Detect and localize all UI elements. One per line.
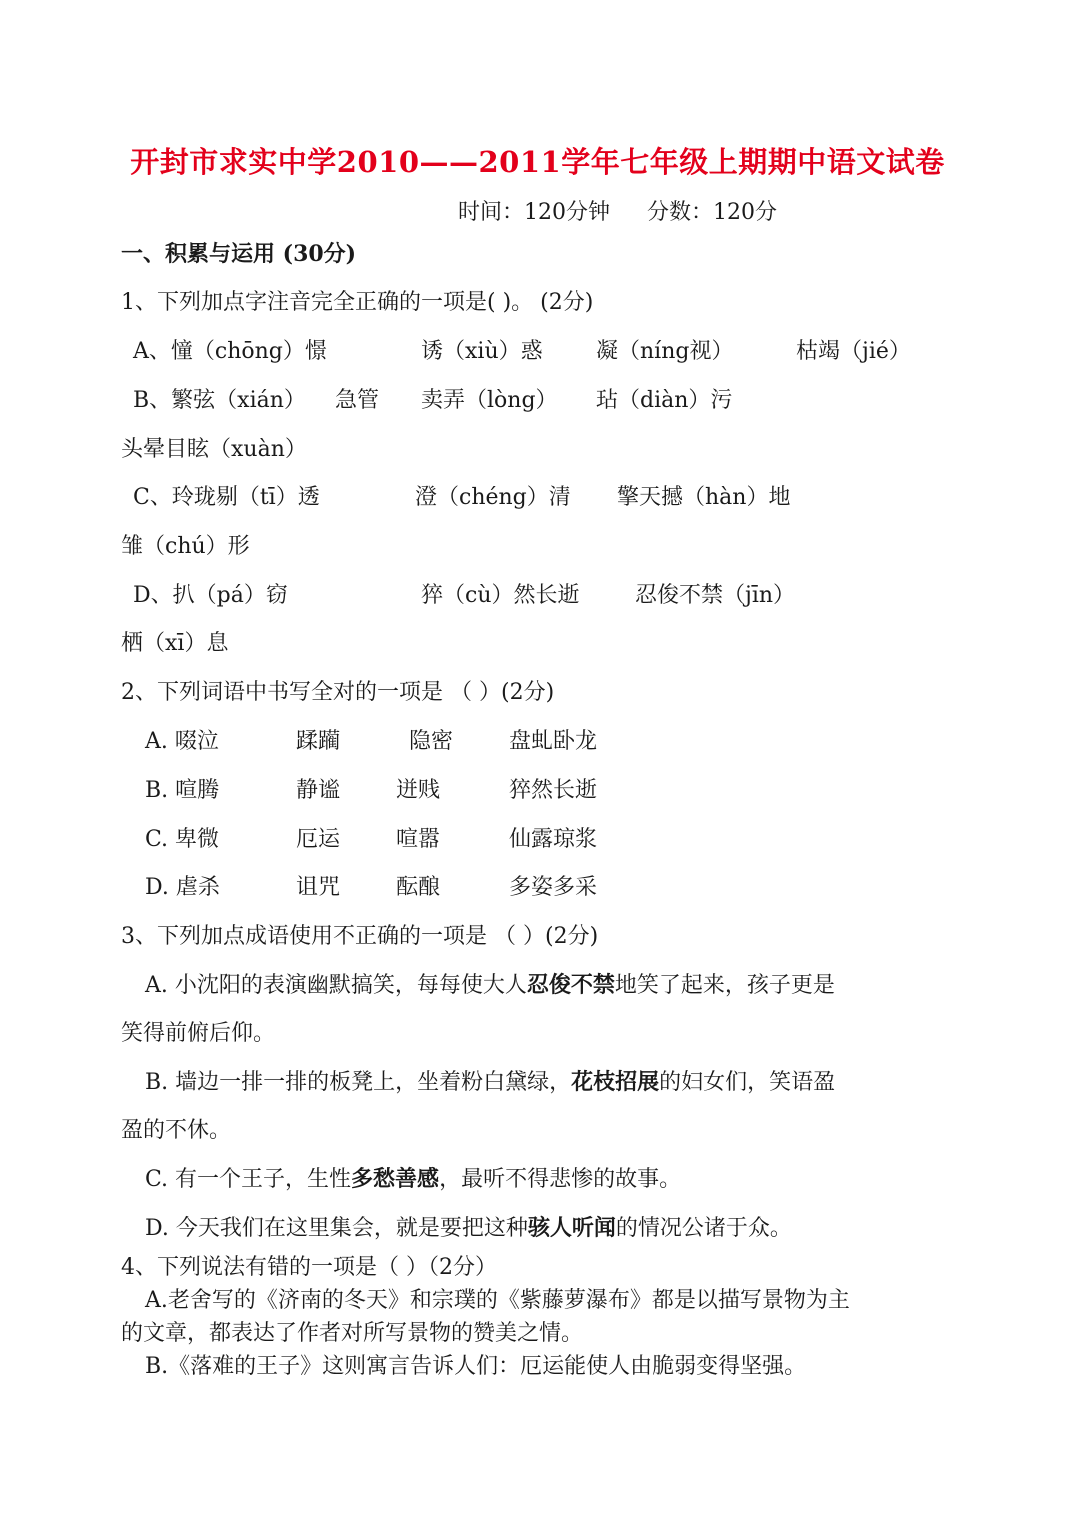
- q3-option-b-line2: 盈的不休。: [121, 1118, 232, 1143]
- q1-option-b-3: 卖弄（lòng）: [421, 388, 558, 413]
- q2-option-c-3: 喧嚣: [396, 827, 441, 852]
- q1-option-d-1: D、扒（pá）窃: [133, 583, 288, 608]
- q3-b-text-pre: B. 墙边一排一排的板凳上，坐着粉白黛绿，: [145, 1070, 572, 1095]
- q2-option-c-2: 厄运: [296, 827, 341, 852]
- q3-option-a-line1: [145, 968, 835, 999]
- q2-option-b-4: 猝然长逝: [509, 778, 598, 803]
- q1-option-a-2: 诱（xiù）惑: [421, 339, 543, 364]
- q3-option-a-line2: 笑得前俯后仰。: [121, 1021, 276, 1046]
- q1-option-c-2: 澄（chéng）清: [415, 485, 571, 510]
- q2-option-c-1: C. 卑微: [145, 827, 220, 852]
- q2-option-a-4: 盘虬卧龙: [509, 729, 598, 754]
- q1-option-b-5: 头晕目眩（xuàn）: [121, 437, 307, 462]
- q2-option-d-4: 多姿多采: [509, 875, 598, 900]
- q1-option-a-4: 枯竭（jié）: [796, 339, 911, 364]
- q2-option-d-3: 酝酿: [396, 875, 441, 900]
- q1-option-c-1: C、玲珑剔（tī）透: [133, 485, 320, 510]
- q1-option-b-2: 急管: [335, 388, 380, 413]
- q3-option-d: [145, 1211, 792, 1242]
- q3-c-text-pre: C. 有一个王子，生性: [145, 1167, 352, 1192]
- q3-b-text-post: 的妇女们，笑语盈: [659, 1070, 836, 1095]
- q3-d-idiom: 骇人听闻: [527, 1216, 616, 1241]
- q3-c-text-post: ，最听不得悲惨的故事。: [439, 1167, 682, 1192]
- q2-option-b-2: 静谧: [296, 778, 341, 803]
- exam-time: 时间：120分钟: [458, 200, 610, 225]
- q1-option-d-3: 忍俊不禁（jīn）: [635, 583, 796, 608]
- exam-title: 开封市求实中学2010——2011学年七年级上期期中语文试卷: [130, 145, 945, 179]
- q1-option-a-3: 凝（níng视）: [596, 339, 734, 364]
- q3-option-c: [145, 1162, 681, 1193]
- q2-option-d-1: D. 虐杀: [145, 875, 220, 900]
- q1-option-b-1: B、繁弦（xián）: [133, 388, 306, 413]
- q2-option-a-2: 蹂躏: [296, 729, 341, 754]
- q3-c-idiom: 多愁善感: [351, 1167, 440, 1192]
- q3-option-b-line1: [145, 1065, 835, 1096]
- q1-option-b-4: 玷（diàn）污: [596, 388, 733, 413]
- q2-option-a-1: A. 啜泣: [145, 729, 219, 754]
- q1-option-d-4: 栖（xī）息: [121, 631, 229, 656]
- q2-option-d-2: 诅咒: [296, 875, 341, 900]
- q3-d-text-pre: D. 今天我们在这里集会，就是要把这种: [145, 1216, 528, 1241]
- q3-d-text-post: 的情况公诸于众。: [615, 1216, 792, 1241]
- q4-option-a-line1: A.老舍写的《济南的冬天》和宗璞的《紫藤萝瀑布》都是以描写景物为主: [145, 1288, 850, 1313]
- question-1-stem: 1、下列加点字注音完全正确的一项是( )。 (2分): [121, 290, 594, 315]
- q1-option-d-2: 猝（cù）然长逝: [421, 583, 580, 608]
- q4-option-b: B.《落难的王子》这则寓言告诉人们：厄运能使人由脆弱变得坚强。: [145, 1354, 807, 1379]
- q2-option-c-4: 仙露琼浆: [509, 827, 598, 852]
- exam-score: 分数：120分: [647, 200, 777, 225]
- q4-option-a-line2: 的文章，都表达了作者对所写景物的赞美之情。: [121, 1321, 584, 1346]
- q1-option-a-1: A、憧（chōng）憬: [133, 339, 327, 364]
- q2-option-b-1: B. 喧腾: [145, 778, 220, 803]
- question-4-stem: 4、下列说法有错的一项是（ ）（2分）: [121, 1255, 497, 1280]
- q3-a-text-pre: A. 小沈阳的表演幽默搞笑，每每使大人: [145, 973, 527, 998]
- q3-a-idiom: 忍俊不禁: [526, 973, 615, 998]
- section-heading: 一、积累与运用 (30分): [121, 241, 357, 267]
- q1-option-c-4: 雏（chú）形: [121, 534, 250, 559]
- q3-b-idiom: 花枝招展: [571, 1070, 660, 1095]
- question-2-stem: 2、下列词语中书写全对的一项是 （ ）(2分): [121, 680, 555, 705]
- question-3-stem: 3、下列加点成语使用不正确的一项是 （ ）(2分): [121, 924, 599, 949]
- q2-option-a-3: 隐密: [409, 729, 454, 754]
- q2-option-b-3: 迸贱: [396, 778, 441, 803]
- q3-a-text-post: 地笑了起来，孩子更是: [614, 973, 835, 998]
- q1-option-c-3: 擎天撼（hàn）地: [617, 485, 791, 510]
